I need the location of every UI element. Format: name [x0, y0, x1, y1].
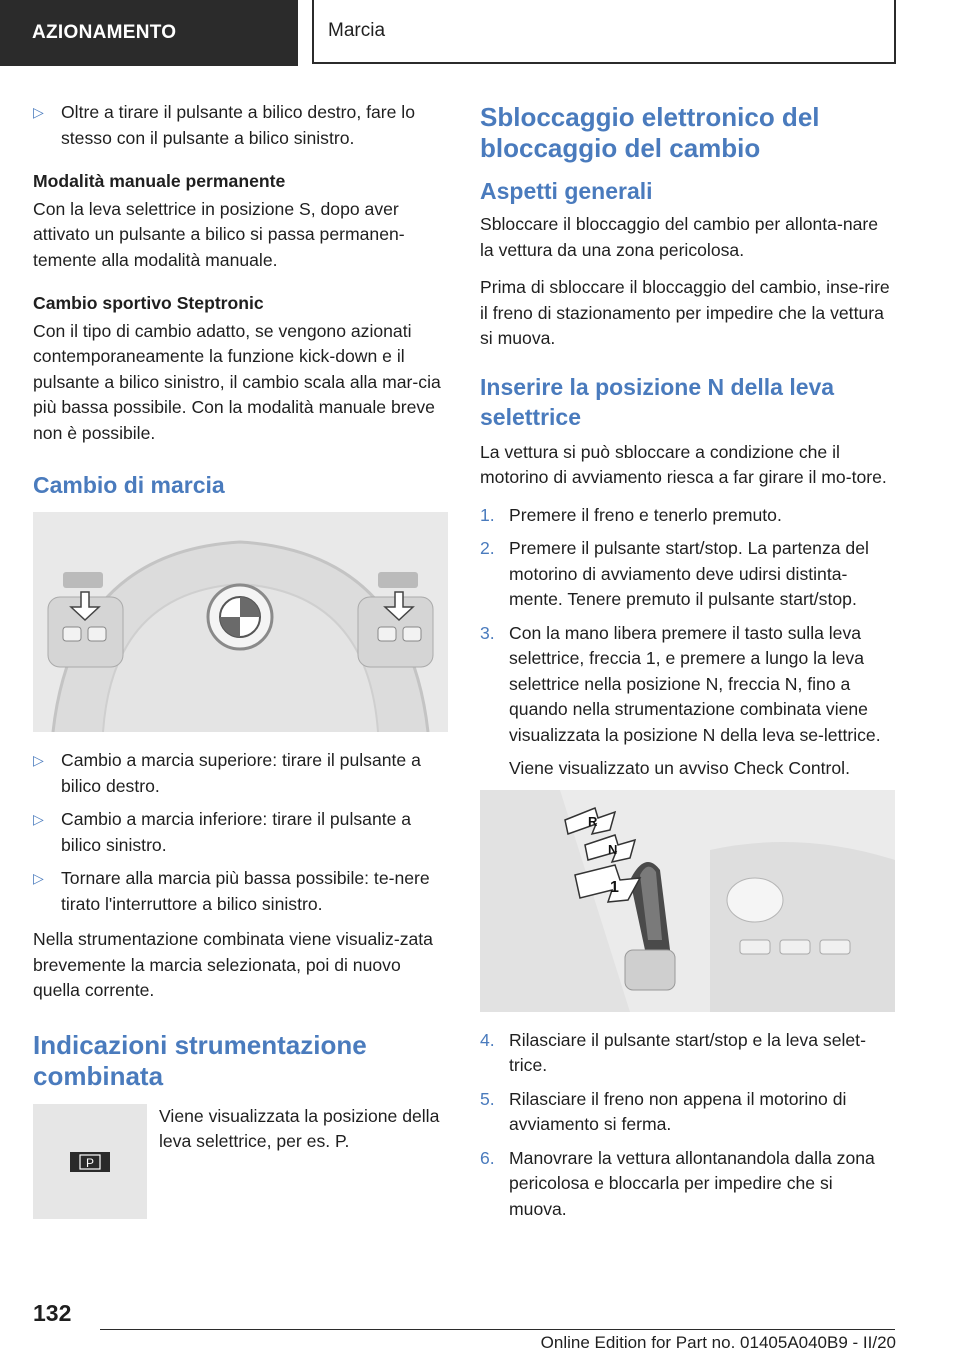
list-item: ▷ Tornare alla marcia più bassa possibile: te-nere tirato l'interruttore a bilico sinistro.: [33, 868, 430, 914]
arrow-1-label: 1: [610, 878, 619, 896]
footer-edition-text: Online Edition for Part no. 01405A040B9 - II/20: [540, 1333, 896, 1352]
header-section-label: AZIONAMENTO: [32, 22, 177, 43]
neutral-text: La vettura si può sbloccare a condizione che il motorino di avviamento riesca a far girare il mo-tore.: [480, 441, 887, 487]
list-item: 4. Rilasciare il pulsante start/stop e la leva selet-trice.: [480, 1029, 866, 1075]
list-item: ▷ Cambio a marcia superiore: tirare il pulsante a bilico destro.: [33, 750, 421, 796]
gear-display-text: Nella strumentazione combinata viene visualiz-zata brevemente la marcia selezionata, poi di nuovo quella corrente.: [33, 929, 433, 1000]
list-item: ▷ Oltre a tirare il pulsante a bilico destro, fare lo stesso con il pulsante a bilico sinistro.: [33, 102, 415, 148]
neutral-heading: Inserire la posizione N della leva selettrice: [480, 373, 835, 430]
cluster-indicator-row: [33, 1104, 448, 1222]
general-heading: Aspetti generali: [480, 178, 653, 204]
page-number: 132: [33, 1300, 72, 1326]
park-indicator-icon: [33, 1104, 147, 1219]
general-text-2: Prima di sbloccare il bloccaggio del cambio, inse-rire il freno di stazionamento per impedire che la vettura si muova.: [480, 277, 890, 348]
footer-divider: [100, 1329, 895, 1330]
list-item: 3. Con la mano libera premere il tasto sulla leva selettrice, freccia 1, e premere a lungo la leva selettrice nella posizione N, freccia N, fino a quando nella strumentazione combinata viene visualizzata la posizione N della leva se-lettrice. Viene visualizzato un avviso Check Control.: [480, 622, 881, 778]
gear-selector-illustration: [480, 790, 895, 1012]
steps-list-a: [480, 503, 895, 782]
triangle-bullet-icon: ▷: [33, 811, 44, 827]
park-indicator-letter: P: [85, 1155, 95, 1170]
list-item: 6. Manovrare la vettura allontanandola dalla zona pericolosa e bloccarla per impedire che si muova.: [480, 1147, 875, 1219]
gear-selector-figure: [480, 790, 895, 1012]
list-item: ▷ Cambio a marcia inferiore: tirare il pulsante a bilico sinistro.: [33, 809, 412, 855]
triangle-bullet-icon: ▷: [33, 104, 44, 120]
list-item: 2. Premere il pulsante start/stop. La partenza del motorino di avviamento deve udirsi distinta-mente. Tenere premuto il pulsante start/stop.: [480, 538, 869, 609]
triangle-bullet-icon: ▷: [33, 870, 44, 886]
list-item: 5. Rilasciare il freno non appena il motorino di avviamento si ferma.: [480, 1088, 847, 1134]
gear-change-heading: Cambio di marcia: [33, 472, 225, 498]
header-chapter-label: Marcia: [328, 20, 386, 41]
list-item: 1. Premere il freno e tenerlo premuto.: [480, 504, 782, 525]
cluster-indicator-image: [33, 1104, 147, 1219]
steps-list-b: [480, 1028, 895, 1223]
right-column: [480, 102, 895, 1230]
intro-bullet-list: [33, 100, 448, 151]
sport-steptronic-title: Cambio sportivo Steptronic: [33, 293, 264, 313]
steering-wheel-figure: [33, 512, 448, 732]
general-text-1: Sbloccare il bloccaggio del cambio per allonta-nare la vettura da una zona pericolosa.: [480, 214, 879, 260]
sport-steptronic-text: Con il tipo di cambio adatto, se vengono azionati contemporaneamente la funzione kick-down e il pulsante a bilico sinistro, il cambio scala alla mar-cia più bassa possibile. Con la modalità manuale breve non è possibile.: [33, 320, 441, 443]
cluster-heading: Indicazioni strumentazione combinata: [33, 1029, 367, 1091]
manual-mode-title: Modalità manuale permanente: [33, 171, 286, 191]
unlock-main-heading: Sbloccaggio elettronico del bloccaggio del cambio: [480, 102, 820, 163]
steering-wheel-illustration: [33, 512, 448, 732]
header-chapter-box: [312, 0, 896, 64]
manual-mode-text: Con la leva selettrice in posizione S, dopo aver attivato un pulsante a bilico si passa permanen-temente alla modalità manuale.: [33, 198, 405, 270]
triangle-bullet-icon: ▷: [33, 752, 44, 768]
arrow-r-label: R: [588, 813, 598, 829]
gear-bullet-list: [33, 748, 448, 917]
left-column: [33, 100, 448, 1222]
arrow-n-label: N: [608, 841, 618, 857]
header-section-tab: [0, 0, 298, 66]
cluster-indicator-text: Viene visualizzata la posizione della leva selettrice, per es. P.: [159, 1105, 440, 1151]
